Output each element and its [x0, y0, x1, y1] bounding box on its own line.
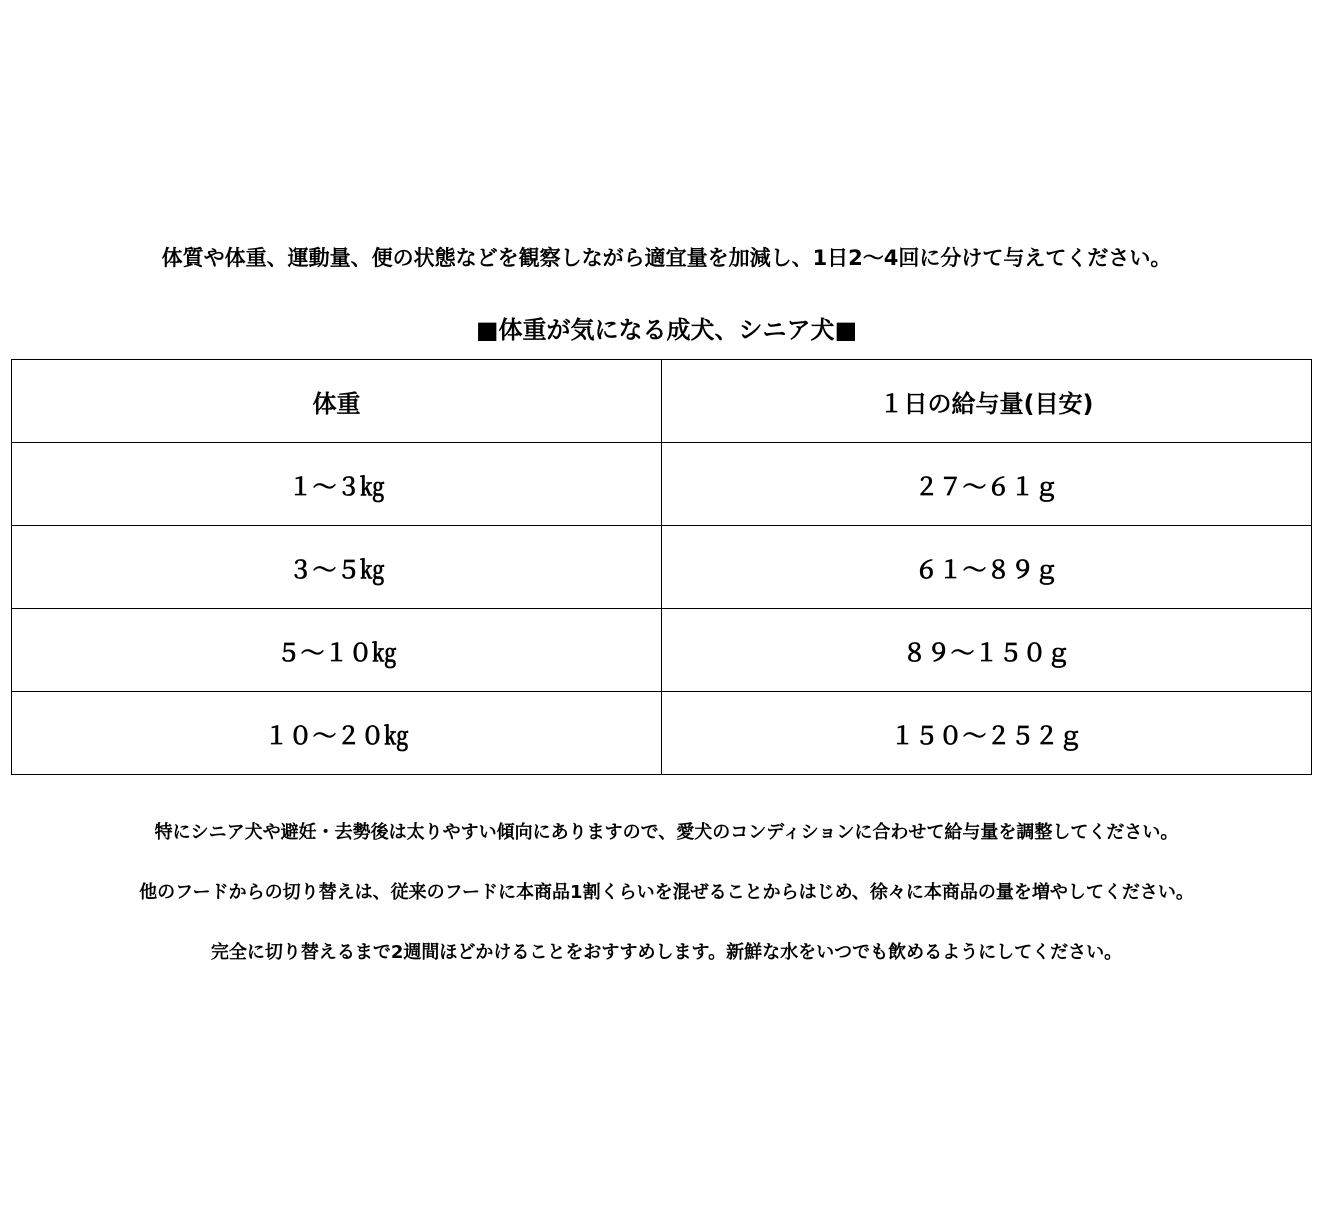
- weight-cell: １０～２０㎏: [12, 692, 662, 775]
- header-daily-amount: １日の給与量(目安): [662, 360, 1312, 443]
- header-weight: 体重: [12, 360, 662, 443]
- weight-cell: ５～１０㎏: [12, 609, 662, 692]
- amount-cell: １５０～２５２ｇ: [662, 692, 1312, 775]
- note-senior-dogs: 特にシニア犬や避妊・去勢後は太りやすい傾向にありますので、愛犬のコンディションに合わせて給与量を調整してください。: [154, 822, 1179, 843]
- table-header-row: [12, 360, 1312, 443]
- amount-cell: ８９～１５０ｇ: [662, 609, 1312, 692]
- note-food-transition: 他のフードからの切り替えは、従来のフードに本商品1割くらいを混ぜることからはじめ、徐々に本商品の量を増やしてください。: [139, 882, 1194, 903]
- weight-cell: １～３㎏: [12, 443, 662, 526]
- amount-cell: ６１～８９ｇ: [662, 526, 1312, 609]
- note-transition-period: 完全に切り替えるまで2週間ほどかけることをおすすめします。新鮮な水をいつでも飲めるようにしてください。: [210, 942, 1123, 963]
- feeding-intro-text: 体質や体重、運動量、便の状態などを観察しながら適宜量を加減し、1日2～4回に分けて与えてください。: [161, 246, 1172, 270]
- table-row: [12, 443, 1312, 526]
- table-row: [12, 609, 1312, 692]
- feeding-table: [11, 359, 1312, 775]
- table-row: [12, 526, 1312, 609]
- section-title: ■体重が気になる成犬、シニア犬■: [475, 316, 858, 344]
- table-row: [12, 692, 1312, 775]
- amount-cell: ２７～６１ｇ: [662, 443, 1312, 526]
- weight-cell: ３～５㎏: [12, 526, 662, 609]
